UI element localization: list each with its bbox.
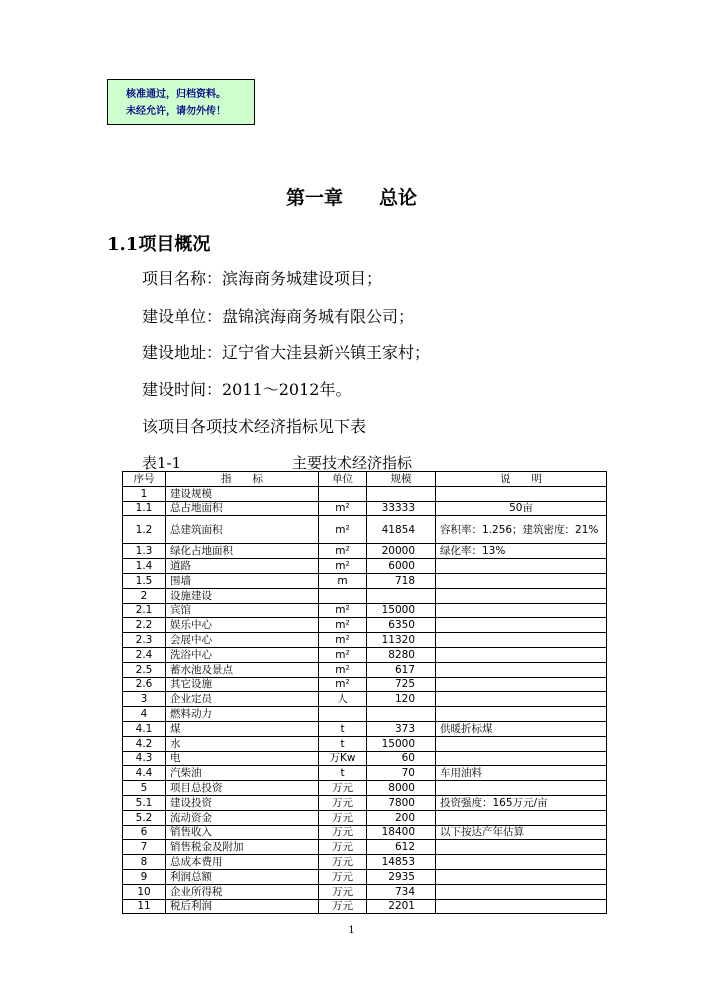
row-index: 11: [123, 899, 166, 914]
chapter-heading: [0, 183, 703, 210]
table-row: [123, 855, 607, 870]
row-indicator: 销售税金及附加: [166, 840, 319, 855]
row-note: [436, 677, 607, 692]
row-scale: 718: [367, 573, 436, 588]
row-unit: 万元: [319, 810, 367, 825]
row-index: 2: [123, 588, 166, 603]
row-indicator: 建设规模: [166, 486, 319, 501]
row-note: 以下按达产年估算: [436, 825, 607, 840]
row-indicator: 水: [166, 736, 319, 751]
stamp-line-1: 核准通过，归档资料。: [126, 89, 226, 100]
row-note: [436, 855, 607, 870]
row-scale: [367, 588, 436, 603]
row-unit: [319, 707, 367, 722]
table-row: [123, 573, 607, 588]
row-indicator: 汽柴油: [166, 766, 319, 781]
row-indicator: 绿化占地面积: [166, 544, 319, 559]
table-header-row: [123, 472, 607, 487]
row-scale: 8280: [367, 647, 436, 662]
row-scale: 373: [367, 721, 436, 736]
table-intro: 该项目各项技术经济指标见下表: [142, 417, 367, 436]
row-scale: 41854: [367, 516, 436, 544]
row-indicator: 会展中心: [166, 633, 319, 648]
row-scale: 2201: [367, 899, 436, 914]
row-scale: 20000: [367, 544, 436, 559]
row-indicator: 总建筑面积: [166, 516, 319, 544]
row-note: [436, 618, 607, 633]
table-caption-title: 主要技术经济指标: [292, 454, 413, 472]
row-index: 9: [123, 869, 166, 884]
table-row: [123, 721, 607, 736]
row-index: 7: [123, 840, 166, 855]
row-unit: m²: [319, 677, 367, 692]
table-row: [123, 707, 607, 722]
row-index: 4.2: [123, 736, 166, 751]
row-unit: m: [319, 573, 367, 588]
project-name: 项目名称：滨海商务城建设项目；: [142, 269, 383, 288]
table-row: [123, 501, 607, 516]
row-scale: 11320: [367, 633, 436, 648]
row-note: 投资强度：165万元/亩: [436, 795, 607, 810]
row-note: [436, 810, 607, 825]
row-indicator: 煤: [166, 721, 319, 736]
row-note: [436, 884, 607, 899]
row-note: [436, 781, 607, 796]
row-note: [436, 588, 607, 603]
chapter-number: 第一章: [285, 187, 343, 209]
row-unit: 万元: [319, 840, 367, 855]
row-unit: 万元: [319, 869, 367, 884]
row-indicator: 围墙: [166, 573, 319, 588]
row-indicator: 建设投资: [166, 795, 319, 810]
row-unit: m²: [319, 559, 367, 574]
row-scale: 725: [367, 677, 436, 692]
row-indicator: 总成本费用: [166, 855, 319, 870]
section-title: 1.1项目概况: [107, 234, 211, 255]
chapter-title: 总论: [379, 187, 418, 209]
table-row: [123, 486, 607, 501]
row-unit: m²: [319, 501, 367, 516]
table-row: [123, 795, 607, 810]
header-indicator: 指 标: [166, 472, 319, 487]
row-scale: 15000: [367, 603, 436, 618]
row-index: 5.2: [123, 810, 166, 825]
row-scale: 734: [367, 884, 436, 899]
row-unit: m²: [319, 516, 367, 544]
row-scale: 6350: [367, 618, 436, 633]
row-indicator: 蓄水池及景点: [166, 662, 319, 677]
row-scale: 6000: [367, 559, 436, 574]
row-unit: 万元: [319, 825, 367, 840]
row-note: 绿化率：13%: [436, 544, 607, 559]
row-note: [436, 486, 607, 501]
table-caption-label: 表1-1: [142, 454, 182, 472]
row-unit: m²: [319, 647, 367, 662]
row-unit: 人: [319, 692, 367, 707]
row-note: [436, 647, 607, 662]
row-index: 1.3: [123, 544, 166, 559]
row-index: 5.1: [123, 795, 166, 810]
table-row: [123, 544, 607, 559]
row-note: 50亩: [436, 501, 607, 516]
row-scale: 7800: [367, 795, 436, 810]
row-unit: m²: [319, 662, 367, 677]
row-index: 6: [123, 825, 166, 840]
construction-time: 建设时间：2011～2012年。: [142, 380, 352, 399]
row-indicator: 娱乐中心: [166, 618, 319, 633]
row-scale: 8000: [367, 781, 436, 796]
row-unit: t: [319, 721, 367, 736]
row-index: 8: [123, 855, 166, 870]
row-scale: 617: [367, 662, 436, 677]
row-scale: 120: [367, 692, 436, 707]
row-scale: 60: [367, 751, 436, 766]
table-row: [123, 662, 607, 677]
header-index: 序号: [123, 472, 166, 487]
row-indicator: 流动资金: [166, 810, 319, 825]
table-row: [123, 603, 607, 618]
row-scale: 18400: [367, 825, 436, 840]
row-indicator: 利润总额: [166, 869, 319, 884]
row-scale: 200: [367, 810, 436, 825]
row-index: 1.2: [123, 516, 166, 544]
row-note: [436, 707, 607, 722]
row-indicator: 设施建设: [166, 588, 319, 603]
stamp-line-2: 未经允许，请勿外传！: [126, 106, 226, 117]
header-scale: 规模: [367, 472, 436, 487]
row-index: 2.4: [123, 647, 166, 662]
table-row: [123, 516, 607, 544]
row-indicator: 企业所得税: [166, 884, 319, 899]
table-row: [123, 766, 607, 781]
row-unit: 万Kw: [319, 751, 367, 766]
row-unit: 万元: [319, 884, 367, 899]
row-indicator: 税后利润: [166, 899, 319, 914]
row-unit: 万元: [319, 795, 367, 810]
row-note: [436, 692, 607, 707]
row-indicator: 销售收入: [166, 825, 319, 840]
row-unit: m²: [319, 633, 367, 648]
construction-address: 建设地址：辽宁省大洼县新兴镇王家村；: [142, 343, 431, 362]
table-row: [123, 884, 607, 899]
row-index: 1.1: [123, 501, 166, 516]
approval-stamp: [107, 79, 255, 125]
row-index: 4: [123, 707, 166, 722]
row-index: 4.3: [123, 751, 166, 766]
row-scale: [367, 486, 436, 501]
table-body: [123, 472, 607, 914]
row-note: [436, 869, 607, 884]
table-row: [123, 899, 607, 914]
row-indicator: 宾馆: [166, 603, 319, 618]
row-note: [436, 736, 607, 751]
row-note: [436, 840, 607, 855]
row-unit: t: [319, 766, 367, 781]
row-index: 4.4: [123, 766, 166, 781]
row-index: 3: [123, 692, 166, 707]
page-number: 1: [348, 925, 355, 936]
table-row: [123, 810, 607, 825]
row-indicator: 总占地面积: [166, 501, 319, 516]
row-scale: 70: [367, 766, 436, 781]
row-indicator: 其它设施: [166, 677, 319, 692]
row-index: 2.1: [123, 603, 166, 618]
row-note: [436, 899, 607, 914]
row-indicator: 项目总投资: [166, 781, 319, 796]
row-note: 车用油料: [436, 766, 607, 781]
table-row: [123, 825, 607, 840]
row-unit: m²: [319, 544, 367, 559]
row-unit: m²: [319, 603, 367, 618]
header-note: 说 明: [436, 472, 607, 487]
row-unit: t: [319, 736, 367, 751]
table-row: [123, 869, 607, 884]
row-unit: [319, 588, 367, 603]
row-note: [436, 662, 607, 677]
row-note: 容积率：1.256；建筑密度：21%: [436, 516, 607, 544]
row-index: 2.6: [123, 677, 166, 692]
table-row: [123, 736, 607, 751]
row-index: 2.5: [123, 662, 166, 677]
table-row: [123, 751, 607, 766]
row-note: [436, 603, 607, 618]
row-indicator: 燃料动力: [166, 707, 319, 722]
table-row: [123, 633, 607, 648]
table-row: [123, 840, 607, 855]
row-indicator: 企业定员: [166, 692, 319, 707]
row-scale: 612: [367, 840, 436, 855]
row-index: 2.2: [123, 618, 166, 633]
row-indicator: 洗浴中心: [166, 647, 319, 662]
table-row: [123, 618, 607, 633]
row-indicator: 电: [166, 751, 319, 766]
table-row: [123, 588, 607, 603]
row-scale: [367, 707, 436, 722]
row-index: 4.1: [123, 721, 166, 736]
row-note: 供暖折标煤: [436, 721, 607, 736]
row-note: [436, 559, 607, 574]
table-row: [123, 647, 607, 662]
row-index: 2.3: [123, 633, 166, 648]
table-row: [123, 692, 607, 707]
row-scale: 33333: [367, 501, 436, 516]
row-scale: 14853: [367, 855, 436, 870]
row-unit: m²: [319, 618, 367, 633]
row-indicator: 道路: [166, 559, 319, 574]
header-unit: 单位: [319, 472, 367, 487]
row-note: [436, 751, 607, 766]
row-unit: [319, 486, 367, 501]
row-scale: 2935: [367, 869, 436, 884]
row-index: 10: [123, 884, 166, 899]
tech-econ-table: [122, 471, 607, 914]
table-row: [123, 781, 607, 796]
row-unit: 万元: [319, 855, 367, 870]
row-index: 1: [123, 486, 166, 501]
row-scale: 15000: [367, 736, 436, 751]
row-note: [436, 573, 607, 588]
row-index: 1.4: [123, 559, 166, 574]
row-index: 1.5: [123, 573, 166, 588]
row-index: 5: [123, 781, 166, 796]
table-row: [123, 559, 607, 574]
table-row: [123, 677, 607, 692]
row-note: [436, 633, 607, 648]
row-unit: 万元: [319, 899, 367, 914]
row-unit: 万元: [319, 781, 367, 796]
construction-unit: 建设单位：盘锦滨海商务城有限公司；: [142, 307, 415, 326]
